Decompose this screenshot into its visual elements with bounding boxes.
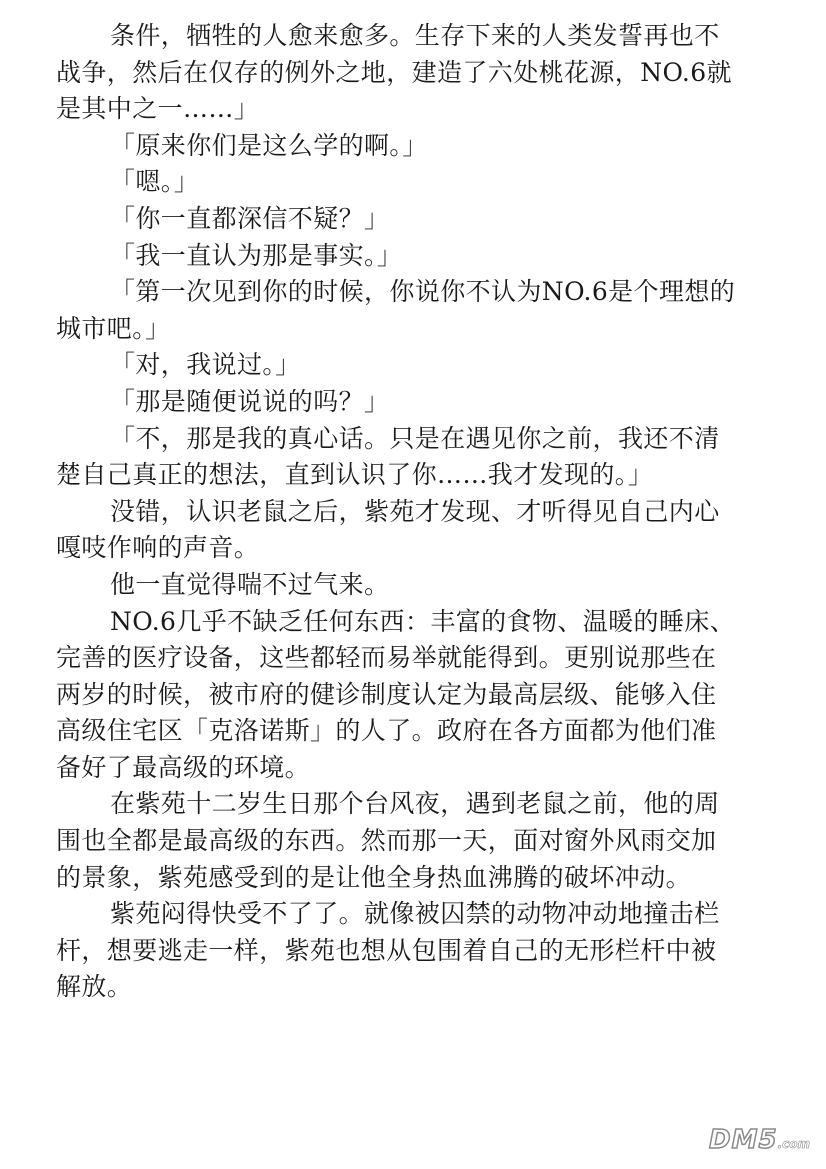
text-line: 完善的医疗设备，这些都轻而易举就能得到。更别说那些在 [56,643,717,673]
paragraph-lines [56,18,756,1006]
text-line: 他一直觉得喘不过气来。 [110,569,390,599]
text-line: 在紫苑十二岁生日那个台风夜，遇到老鼠之前，他的周 [110,789,720,819]
text-line: 「第一次见到你的时候，你说你不认为NO.6是个理想的 [110,277,736,307]
text-line: 备好了最高级的环境。 [56,752,311,782]
text-line: 嘎吱作响的声音。 [56,533,260,563]
text-line: 「不，那是我的真心话。只是在遇见你之前，我还不清 [110,423,720,453]
text-line: 「你一直都深信不疑？」 [110,203,390,233]
text-line: 「嗯。」 [110,167,200,197]
text-line: 没错，认识老鼠之后，紫苑才发现、才听得见自己内心 [110,496,720,526]
text-line: 高级住宅区「克洛诺斯」的人了。政府在各方面都为他们准 [56,716,717,746]
text-line: 「对，我说过。」 [110,350,301,380]
text-line: 围也全都是最高级的东西。然而那一天，面对窗外风雨交加 [56,826,717,856]
text-line: 的景象，紫苑感受到的是让他全身热血沸腾的破坏冲动。 [56,862,692,892]
text-line: 条件，牺牲的人愈来愈多。生存下来的人类发誓再也不 [110,21,720,50]
text-line: 杆，想要逃走一样，紫苑也想从包围着自己的无形栏杆中被 [56,935,717,965]
text-line: 战争，然后在仅存的例外之地，建造了六处桃花源，NO.6就 [56,57,732,87]
text-line: 「那是随便说说的吗？」 [110,386,390,416]
text-line: 城市吧。」 [56,313,171,343]
text-line: 两岁的时候，被市府的健诊制度认定为最高层级、能够入住 [56,679,717,709]
text-line: 解放。 [56,972,133,1002]
watermark-suffix: .com [777,1137,810,1151]
text-line: 紫苑闷得快受不了了。就像被囚禁的动物冲动地撞击栏 [110,899,720,929]
text-line: 「我一直认为那是事实。」 [110,240,403,270]
site-watermark [709,1125,810,1155]
text-page [56,18,756,1006]
text-line: 「原来你们是这么学的啊。」 [110,130,428,160]
text-line: 是其中之一……」 [56,94,260,124]
watermark-main: DM5 [709,1125,778,1155]
text-line: 楚自己真正的想法，直到认识了你……我才发现的。」 [56,460,654,490]
text-line: NO.6几乎不缺乏任何东西：丰富的食物、温暖的睡床、 [110,606,736,636]
